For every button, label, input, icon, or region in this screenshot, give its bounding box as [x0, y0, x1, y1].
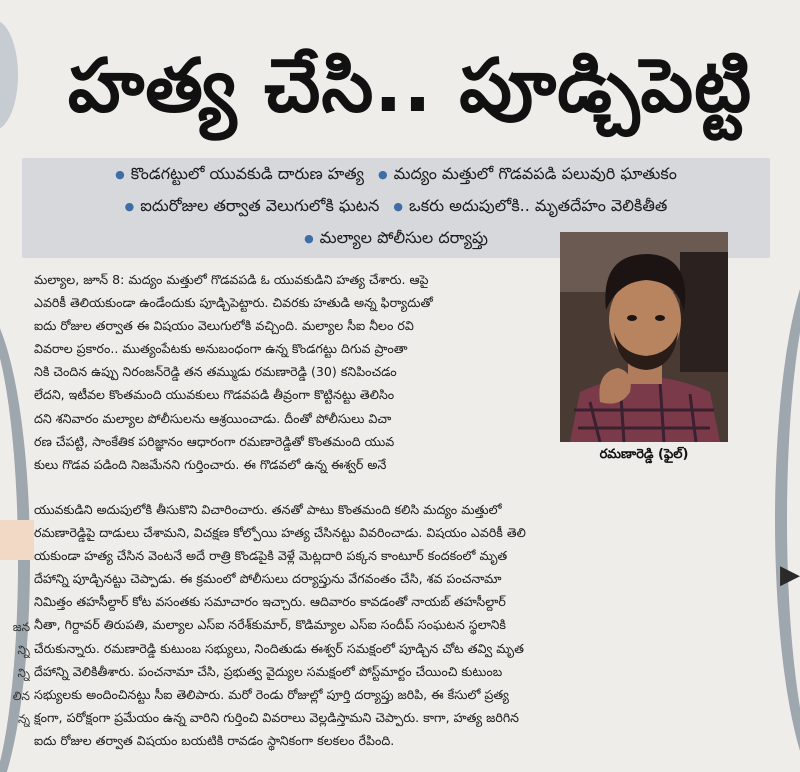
- bullet-icon: ●: [378, 167, 388, 181]
- article-line: ఐదు రోజుల తర్వాత ఈ విషయం వెలుగులోకి వచ్చింది. మల్యాల సీఐ నీలం రవి: [34, 318, 414, 334]
- adjacent-column-arc-right: [775, 240, 800, 772]
- article-body-wide: [34, 498, 774, 752]
- article-body-narrow: [34, 268, 554, 476]
- article-line: రమణారెడ్డిపై దాడులు చేశామని, విచక్షణ కోల్పోయి హత్య చేసినట్టు వివరించాడు. విషయం ఎవరికీ తెలి: [34, 525, 526, 541]
- article-line: ఐదు రోజుల తర్వాత విషయం బయటికి రావడం స్థానికంగా కలకలం రేపింది.: [34, 732, 395, 748]
- article-line: వివరాల ప్రకారం.. ముత్యంపేటకు అనుబంధంగా ఉన్న కొండగట్టు దిగువ ప్రాంతా: [34, 341, 408, 357]
- sub-headline-item: [115, 158, 364, 190]
- article-line: దని శనివారం మల్యాల పోలీసులను ఆశ్రయించాడు. దీంతో పోలీసులు విచా: [34, 410, 392, 426]
- article-line: ఎవరికీ తెలియకుండా ఉండేందుకు పూడ్చిపెట్టారు. చివరకు హతుడి అన్న ఫిర్యాదుతో: [34, 295, 433, 311]
- sub-headline-item: [125, 190, 380, 222]
- article-line: యువకుడిని అదుపులోకి తీసుకొని విచారించారు. తనతో పాటు కొంతమంది కలిసి మద్యం మత్తులో: [34, 502, 502, 517]
- sub-headline-text: ఐదురోజుల తర్వాత వెలుగులోకి ఘటన: [140, 196, 380, 215]
- article-line: లేదని, ఇటీవల కొంతమంది యువకులు గొడవపడి తీవ్రంగా కొట్టినట్టు తెలిసిం: [34, 387, 395, 403]
- play-arrow-icon: ▶: [780, 560, 800, 590]
- article-line: నిమిత్తం తహసీల్దార్ కోట వసంతకు సమాచారం ఇచ్చారు. ఆదివారం కావడంతో నాయబ్ తహసీల్దార్: [34, 594, 506, 610]
- sub-headline-text: ఒకరు అదుపులోకి.. మృతదేహం వెలికితీత: [409, 196, 668, 215]
- article-line: క్షంగా, పరోక్షంగా ప్రమేయం ఉన్న వారిని గుర్తించి వివరాలు వెల్లడిస్తామని చెప్పారు. కాగా, హత్య జరిగిన: [34, 709, 520, 725]
- headline: హత్య చేసి.. పూడ్చిపెట్టి: [67, 43, 753, 129]
- bullet-icon: ●: [393, 199, 404, 213]
- adjacent-column-text: జన న్ని న్ని లిన న్న: [12, 620, 30, 726]
- adjacent-column-color-block: [0, 520, 34, 560]
- article-line: నీతా, గిర్దావర్ తిరుపతి, మల్యాల ఎస్ఐ నరేశ్‌కుమార్, కొడిమ్యాల ఎస్ఐ సందీప్ సంఘటన స్థలానికి: [34, 617, 506, 633]
- portrait-illustration: [560, 232, 728, 442]
- sub-headline-row: [22, 190, 770, 222]
- article-line: నికి చెందిన ఉప్పు నిరంజన్‌రెడ్డి తన తమ్ముడు రమణారెడ్డి (30) కనిపించడం: [34, 364, 397, 380]
- article-line: దేహాన్ని వెలికితీశారు. పంచనామా చేసి, ప్రభుత్వ వైద్యుల సమక్షంలో పోస్ట్‌మార్టం చేయించి కుటుంబ: [34, 663, 503, 679]
- sub-headline-item: [304, 222, 488, 254]
- adjacent-column-decoration: [0, 20, 18, 130]
- sub-headline-text: మల్యాల పోలీసుల దర్యాప్తు: [319, 228, 488, 247]
- article-line: రణ చేపట్టి, సాంకేతిక పరిజ్ఞానం ఆధారంగా రమణారెడ్డితో కొంతమంది యువ: [34, 433, 395, 449]
- sub-headline-item: [378, 158, 677, 190]
- article-line: సభ్యులకు అందించినట్టు సీఐ తెలిపారు. మరో రెండు రోజుల్లో పూర్తి దర్యాప్తు జరిపి, ఈ కేసులో ప్రత్య: [34, 686, 509, 702]
- article-line: కులు గొడవ పడింది నిజమేనని గుర్తించారు. ఈ గొడవలో ఉన్న ఈశ్వర్ అనే: [34, 456, 387, 472]
- photo-caption: రమణారెడ్డి (ఫైల్): [599, 447, 689, 462]
- sub-headline-text: కొండగట్టులో యువకుడి దారుణ హత్య: [130, 164, 364, 183]
- article-line: యకుండా హత్య చేసిన వెంటనే అదే రాత్రి కొండపైకి వెళ్లే మెట్లదారి పక్కన కాంటూర్ కందకంలో మృత: [34, 548, 508, 564]
- article-line: చేరుకున్నారు. రమణారెడ్డి కుటుంబ సభ్యులు, నిందితుడు ఈశ్వర్ సమక్షంలో పూడ్చిన చోట తవ్వి మృత: [34, 640, 524, 656]
- sub-headline-row: [22, 158, 770, 190]
- bullet-icon: ●: [304, 231, 314, 245]
- bullet-icon: ●: [115, 167, 125, 181]
- article-line: మల్యాల, జూన్ 8: మద్యం మత్తులో గొడవపడి ఓ యువకుడిని హత్య చేశారు. ఆపై: [34, 272, 429, 287]
- article-line: దేహాన్ని పూడ్చినట్టు చెప్పాడు. ఈ క్రమంలో పోలీసులు దర్యాప్తును వేగవంతం చేసి, శవ పంచనామా: [34, 571, 502, 587]
- sub-headline-text: మద్యం మత్తులో గొడవపడి పలువురి ఘాతుకం: [393, 164, 677, 183]
- bullet-icon: ●: [124, 199, 135, 213]
- sub-headline-item: [393, 190, 667, 222]
- portrait-photo: [560, 232, 728, 442]
